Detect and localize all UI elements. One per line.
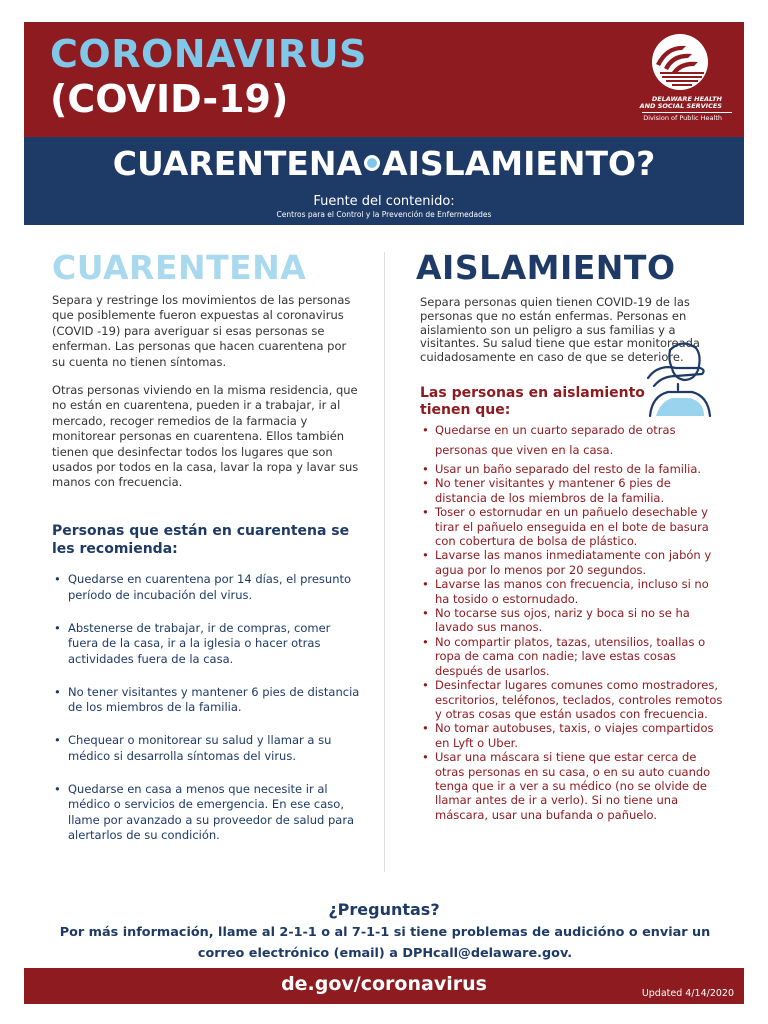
list-item: • Usar una máscara si tiene que estar cerca de otras personas en su casa, o en su auto cuando tenga que ir a ver a su médico (no se olvide de llamar antes de ir a verlo). Si no tiene una máscara, usar una bufanda o pañuelo. (420, 750, 725, 822)
list-item: • Usar un baño separado del resto de la familia. (420, 462, 725, 476)
title-covid19: (COVID-19) (50, 77, 289, 121)
list-item: • Quedarse en casa a menos que necesite ir al médico o servicios de emergencia. En ese caso, llame por avanzado a su proveedor de salud para alertarlos de su condición. (52, 782, 362, 844)
subtitle (24, 142, 744, 186)
isolation-list-heading: Las personas en aislamiento tienen que: (420, 385, 645, 418)
quarantine-heading: CUARENTENA (52, 248, 307, 287)
logo-text-line1: DELAWARE HEALTH (651, 95, 722, 103)
quarantine-paragraph-2: Otras personas viviendo en la misma residencia, que no están en cuarentena, pueden ir a trabajar, ir al mercado, recoger remedios de la farmacia y monitorear personas en cuarentena. Ellos también tienen que desinfectar todos los lugares que son usados por todos en la casa, lavar la ropa y lavar sus manos con frecuencia. (52, 383, 359, 490)
isolation-list (420, 420, 725, 822)
subtitle-left: CUARENTENA (112, 144, 363, 183)
column-divider (384, 252, 385, 872)
updated-date: Updated 4/14/2020 (641, 988, 734, 999)
list-item: • Quedarse en un cuarto separado de otras personas que viven en la casa. (420, 420, 725, 460)
list-item: • No tener visitantes y mantener 6 pies de distancia de los miembros de la familia. (52, 685, 362, 716)
dot-icon (364, 155, 380, 171)
list-item: • Chequear o monitorear su salud y llamar a su médico si desarrolla síntomas del virus. (52, 733, 362, 764)
contact-info: Por más información, llame al 2-1-1 o al 7-1-1 si tiene problemas de audicióno o enviar un correo electrónico (email) a DPHcall@delaware.gov. (59, 925, 711, 961)
source-label: Fuente del contenido: (313, 194, 455, 209)
list-item: • Lavarse las manos inmediatamente con jabón y agua por lo menos por 20 segundos. (420, 548, 725, 577)
list-item: • No tener visitantes y mantener 6 pies de distancia de los miembros de la familia. (420, 476, 725, 505)
quarantine-paragraph-1: Separa y restringe los movimientos de las personas que posiblemente fueron expuestas al coronavirus (COVID -19) para averiguar si esas personas se enferman. Las personas que hacen cuarentena por su cuenta no tienen síntomas. (52, 293, 351, 369)
subtitle-right: AISLAMIENTO? (382, 144, 656, 183)
list-item: • No compartir platos, tazas, utensilios, toallas o ropa de cama con nadie; lave estas cosas después de usarlos. (420, 635, 725, 678)
list-item: • Quedarse en cuarentena por 14 días, el presunto período de incubación del virus. (52, 572, 362, 603)
questions-heading: ¿Preguntas? (328, 900, 440, 919)
list-item: • Toser o estornudar en un pañuelo desechable y tirar el pañuelo enseguida en el bote de basura con cobertura de bolsa de plástico. (420, 505, 725, 548)
quarantine-list (52, 572, 362, 861)
coughing-person-icon (642, 338, 718, 418)
logo-division: Division of Public Health (643, 114, 722, 122)
list-item: • Lavarse las manos con frecuencia, incluso si no ha tosido o estornudado. (420, 577, 725, 606)
isolation-heading: AISLAMIENTO (416, 248, 676, 287)
list-item: • No tomar autobuses, taxis, o viajes compartidos en Lyft o Uber. (420, 721, 725, 750)
list-item: • Desinfectar lugares comunes como mostradores, escritorios, teléfonos, teclados, controles remotos y otras cosas que están usados con frecuencia. (420, 678, 725, 721)
isolation-intro: Separa personas quien tienen COVID-19 de las personas que no están enfermas. Personas en aislamiento son un peligro a sus familias y a visitantes. Su salud tiene que estar monitoreada cuidadosamente en caso de que se deteriore. (420, 295, 700, 365)
list-item: • Abstenerse de trabajar, ir de compras, comer fuera de la casa, ir a la iglesia o hacer otras actividades fuera de la casa. (52, 621, 362, 668)
source-org: Centros para el Control y la Prevención de Enfermedades (276, 210, 492, 219)
dhss-logo-icon (652, 34, 708, 90)
title-coronavirus: CORONAVIRUS (50, 32, 367, 76)
dhss-logo (628, 30, 732, 126)
quarantine-list-heading: Personas que están en cuarentena se les recomienda: (52, 523, 350, 557)
list-item: • No tocarse sus ojos, nariz y boca si no se ha lavado sus manos. (420, 606, 725, 635)
logo-divider (642, 112, 732, 113)
website-link[interactable]: de.gov/coronavirus (281, 973, 487, 995)
logo-text-line2: AND SOCIAL SERVICES (639, 102, 722, 110)
